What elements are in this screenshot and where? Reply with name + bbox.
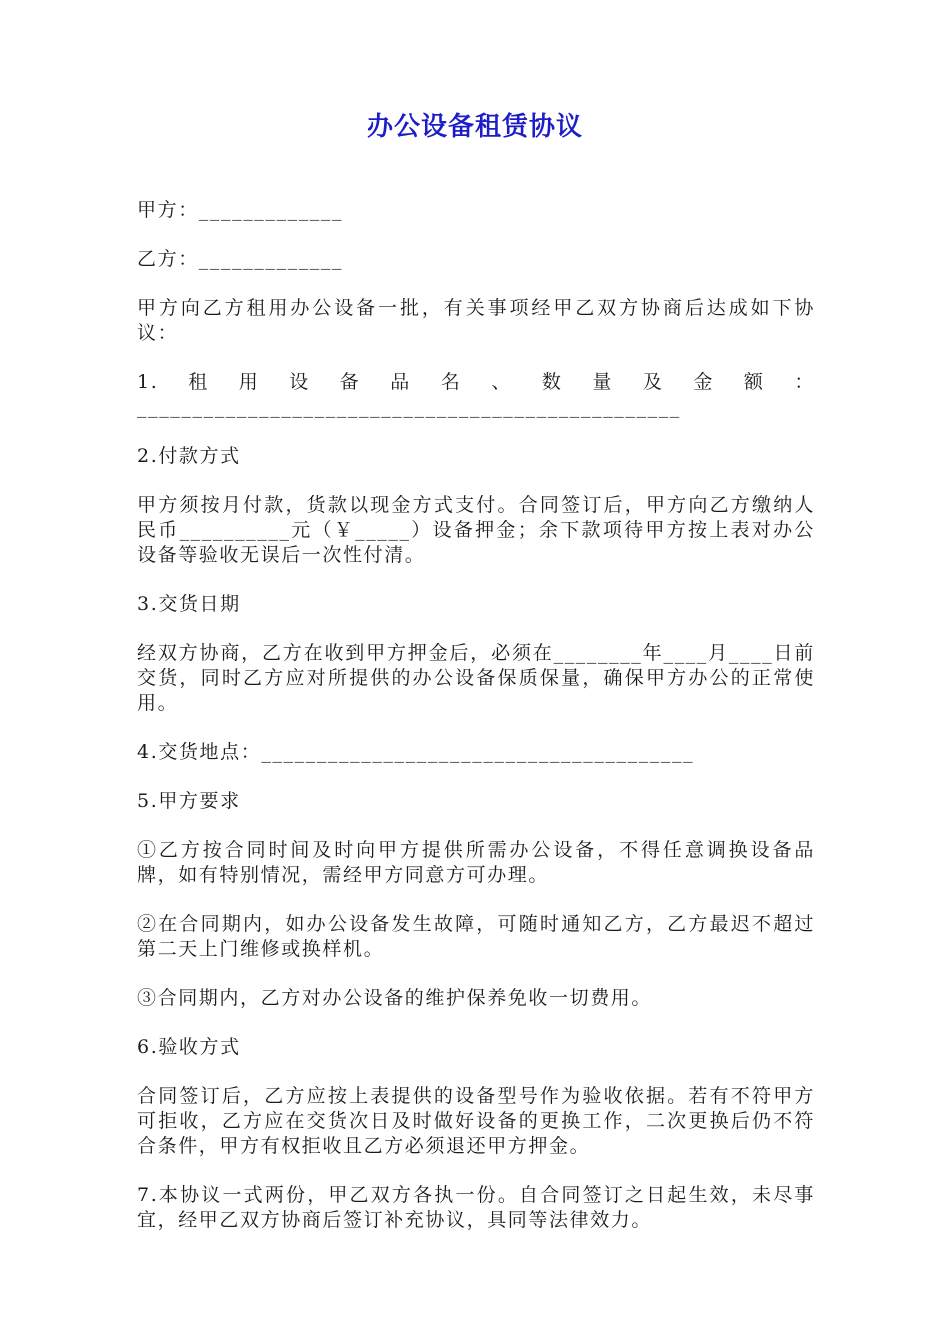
clause-2-heading: 2.付款方式 [137,445,241,467]
clause-1-equipment: 1.租用设备品名、数量及金额：_________________________________________________ [137,371,815,418]
clause-5-heading: 5.甲方要求 [137,790,241,812]
document-title: 办公设备租赁协议 [366,112,583,142]
clause-6-heading: 6.验收方式 [137,1036,241,1058]
clause-5-item-3: ③合同期内，乙方对办公设备的维护保养免收一切费用。 [137,987,653,1009]
clause-5-item-2: ②在合同期内，如办公设备发生故障，可随时通知乙方，乙方最迟不超过第二天上门维修或换样机。 [137,913,815,960]
clause-3-body: 经双方协商，乙方在收到甲方押金后，必须在________年____月____日前交货，同时乙方应对所提供的办公设备保质保量，确保甲方办公的正常使用。 [137,642,815,714]
clause-3-heading: 3.交货日期 [137,593,241,615]
party-b-line: 乙方：_____________ [137,248,344,270]
intro-paragraph: 甲方向乙方租用办公设备一批，有关事项经甲乙双方协商后达成如下协议： [137,297,815,344]
clause-7-body: 7.本协议一式两份，甲乙双方各执一份。自合同签订之日起生效，未尽事宜，经甲乙双方协商后签订补充协议，具同等法律效力。 [137,1184,815,1231]
clause-2-body: 甲方须按月付款，货款以现金方式支付。合同签订后，甲方向乙方缴纳人民币__________元（￥_____）设备押金；余下款项待甲方按上表对办公设备等验收无误后一次性付清。 [137,494,815,566]
clause-5-item-1: ①乙方按合同时间及时向甲方提供所需办公设备，不得任意调换设备品牌，如有特别情况，需经甲方同意方可办理。 [137,839,815,886]
document-body [137,198,815,1257]
clause-6-body: 合同签订后，乙方应按上表提供的设备型号作为验收依据。若有不符甲方可拒收，乙方应在交货次日及时做好设备的更换工作，二次更换后仍不符合条件，甲方有权拒收且乙方必须退还甲方押金。 [137,1085,815,1157]
party-a-line: 甲方：_____________ [137,199,344,221]
clause-4-location: 4.交货地点：_______________________________________ [137,741,695,763]
